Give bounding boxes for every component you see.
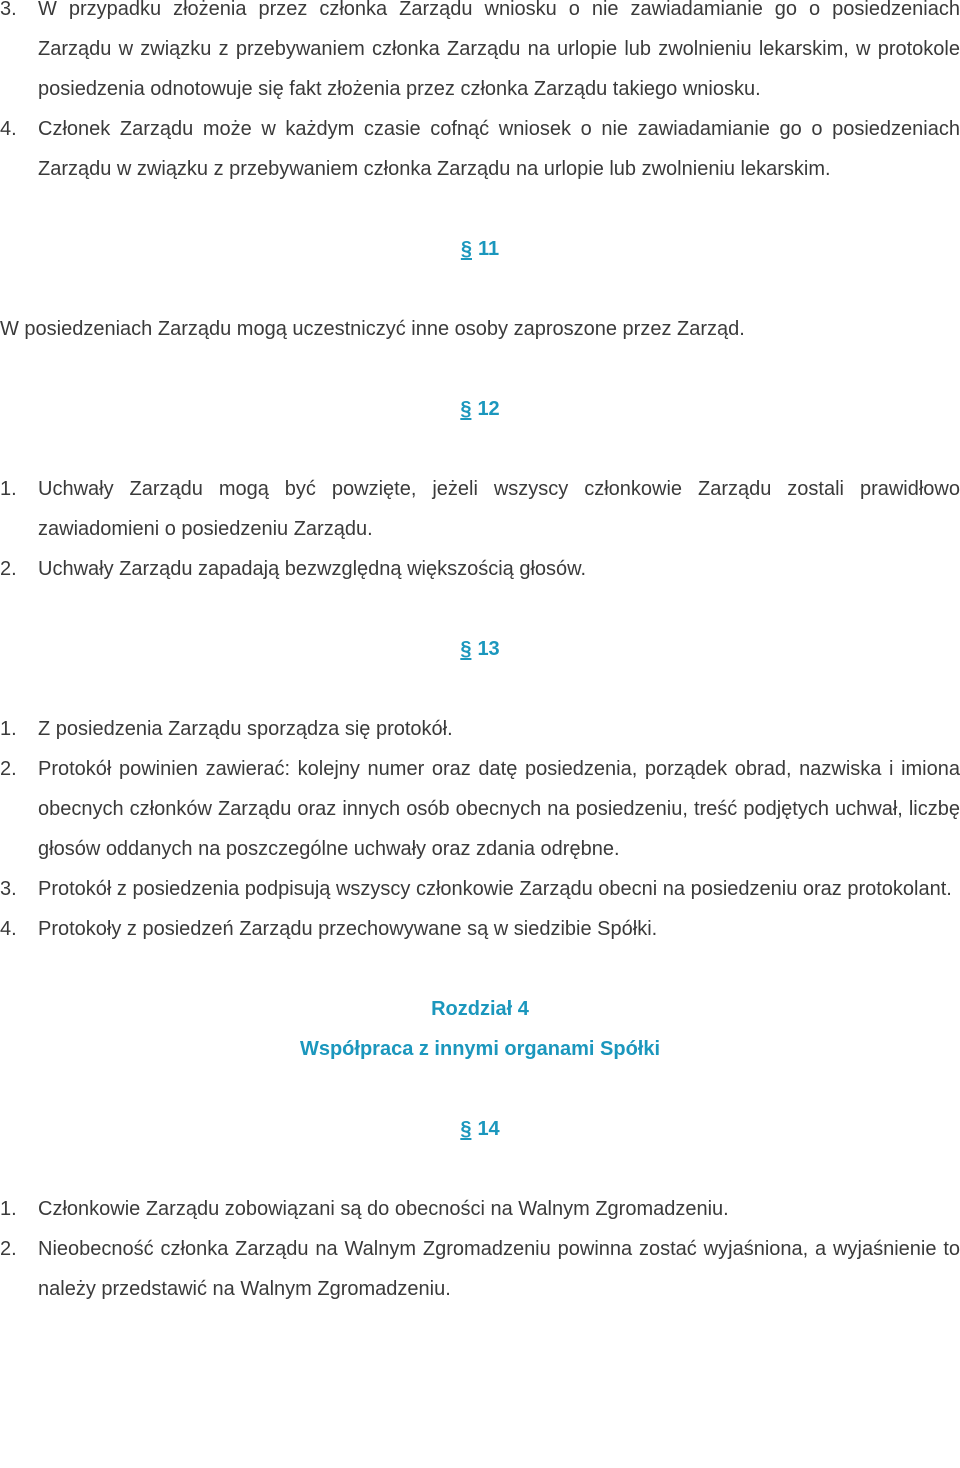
list-item (0, 109, 960, 189)
list-item (0, 0, 960, 109)
item-number: 1. (0, 1198, 17, 1220)
paragraph-sign-icon: § (460, 238, 472, 260)
item-number: 4. (0, 918, 17, 940)
list-item (0, 1229, 960, 1309)
paragraph-sign-icon: § (460, 398, 472, 420)
item-text: Członek Zarządu może w każdym czasie cofnąć wniosek o nie zawiadamianie go o posiedzeniach Zarządu w związku z przebywaniem członka Zarządu na urlopie lub zwolnieniu lekarskim. (38, 118, 960, 180)
paragraph-sign-icon: § (460, 1118, 472, 1140)
item-number: 1. (0, 478, 17, 500)
item-text: Uchwały Zarządu zapadają bezwzględną większością głosów. (38, 558, 587, 580)
item-text: Protokół z posiedzenia podpisują wszyscy członkowie Zarządu obecni na posiedzeniu oraz protokolant. (38, 878, 952, 900)
list-item (0, 469, 960, 549)
paragraph-sign-icon: § (460, 638, 472, 660)
section-number: 12 (477, 398, 500, 420)
item-number: 1. (0, 718, 17, 740)
section-number: 11 (477, 238, 500, 260)
section-heading-14 (0, 1109, 960, 1149)
item-number: 2. (0, 758, 17, 780)
section-number: 13 (477, 638, 500, 660)
list-item (0, 1189, 960, 1229)
chapter-subtitle: Współpraca z innymi organami Spółki (299, 1038, 661, 1060)
list-item (0, 709, 960, 749)
item-number: 3. (0, 0, 17, 20)
item-text: Protokoły z posiedzeń Zarządu przechowywane są w siedzibie Spółki. (38, 918, 658, 940)
item-text: Protokół powinien zawierać: kolejny numer oraz datę posiedzenia, porządek obrad, nazwiska i imiona obecnych członków Zarządu oraz innych osób obecnych na posiedzeniu, treść podjętych uchwał, liczbę głosów oddanych na poszczególne uchwały oraz zdania odrębne. (38, 758, 960, 860)
item-number: 2. (0, 558, 17, 580)
item-text: Uchwały Zarządu mogą być powzięte, jeżeli wszyscy członkowie Zarządu zostali prawidłowo zawiadomieni o posiedzeniu Zarządu. (38, 478, 960, 540)
item-text: Nieobecność członka Zarządu na Walnym Zgromadzeniu powinna zostać wyjaśniona, a wyjaśnienie to należy przedstawić na Walnym Zgromadzeniu. (38, 1238, 960, 1300)
item-number: 3. (0, 878, 17, 900)
item-text: Z posiedzenia Zarządu sporządza się protokół. (38, 718, 453, 740)
list-item (0, 749, 960, 869)
item-text: Członkowie Zarządu zobowiązani są do obecności na Walnym Zgromadzeniu. (38, 1198, 729, 1220)
list-item (0, 549, 960, 589)
section-heading-11 (0, 229, 960, 269)
item-number: 4. (0, 118, 17, 140)
section-heading-13 (0, 629, 960, 669)
list-item (0, 909, 960, 949)
chapter-title: Rozdział 4 (431, 998, 529, 1020)
section-number: 14 (477, 1118, 500, 1140)
section-text: W posiedzeniach Zarządu mogą uczestniczyć inne osoby zaproszone przez Zarząd. (0, 318, 745, 340)
section-heading-12 (0, 389, 960, 429)
list-item (0, 869, 960, 909)
item-number: 2. (0, 1238, 17, 1260)
item-text: W przypadku złożenia przez członka Zarządu wniosku o nie zawiadamianie go o posiedzeniach Zarządu w związku z przebywaniem członka Zarządu na urlopie lub zwolnieniu lekarskim, w protokole posiedzenia odnotowuje się fakt złożenia przez członka Zarządu takiego wniosku. (38, 0, 960, 100)
